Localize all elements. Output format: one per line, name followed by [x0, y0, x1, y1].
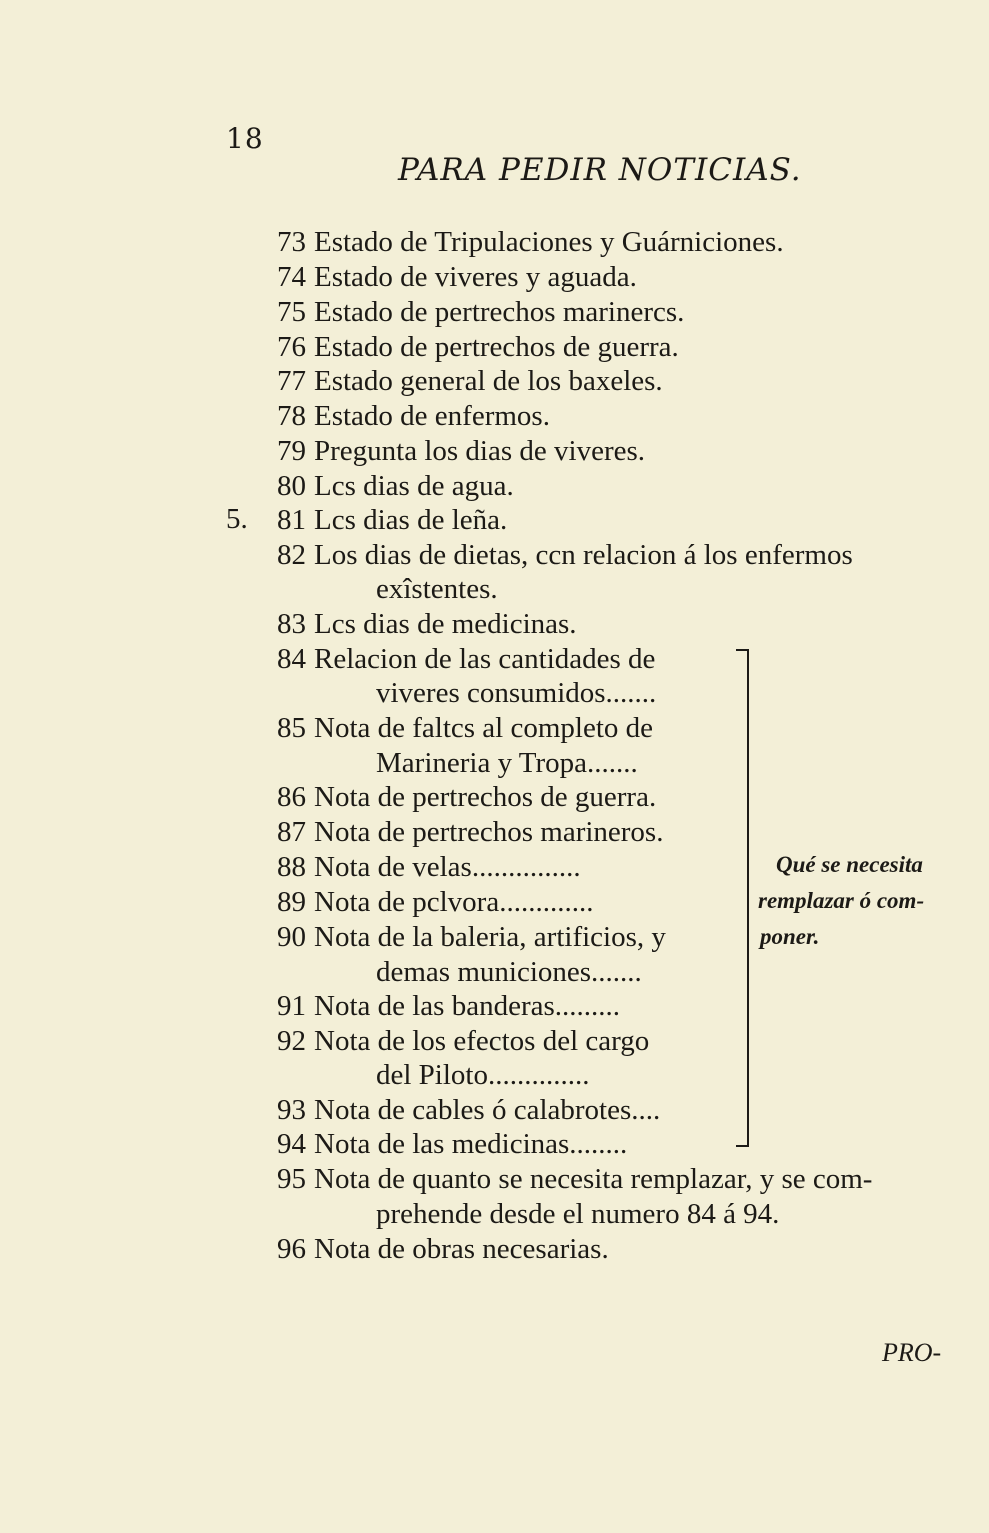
- marginal-mark: 5.: [226, 503, 248, 535]
- entry-text: Nota de velas...............: [314, 851, 581, 883]
- entry-number: 90: [277, 921, 306, 953]
- entry-text: Estado de viveres y aguada.: [314, 261, 637, 293]
- entry-number: 76: [277, 331, 306, 363]
- side-note-line-3: poner.: [760, 924, 820, 949]
- entry-continuation: prehende desde el numero 84 á 94.: [376, 1198, 780, 1230]
- entry-continuation: demas municiones.......: [376, 956, 642, 988]
- entry-text: Nota de pertrechos de guerra.: [314, 781, 657, 813]
- entry-text: Los dias de dietas, ccn relacion á los enfermos: [314, 539, 853, 571]
- entry-number: 79: [277, 435, 306, 467]
- entry-number: 88: [277, 851, 306, 883]
- entry-text: Nota de las medicinas........: [314, 1128, 628, 1160]
- entry-text: Estado de pertrechos marinercs.: [314, 296, 685, 328]
- entry-text: Nota de cables ó calabrotes....: [314, 1094, 661, 1126]
- entry-continuation: Marineria y Tropa.......: [376, 747, 638, 779]
- running-head: PARA PEDIR NOTICIAS.: [398, 152, 802, 188]
- entry-number: 93: [277, 1094, 306, 1126]
- entry-text: Estado general de los baxeles.: [314, 365, 663, 397]
- entry-number: 91: [277, 990, 306, 1022]
- entry-number: 95: [277, 1163, 306, 1195]
- entry-text: Lcs dias de leña.: [314, 504, 508, 536]
- entry-text: Nota de pertrechos marineros.: [314, 816, 664, 848]
- entry-number: 73: [277, 226, 306, 258]
- side-note-line-1: Qué se necesita: [776, 852, 923, 877]
- entry-number: 96: [277, 1233, 306, 1265]
- entry-text: Pregunta los dias de viveres.: [314, 435, 646, 467]
- entry-text: Nota de obras necesarias.: [314, 1233, 609, 1265]
- page-number: 18: [226, 122, 264, 155]
- entry-text: Lcs dias de medicinas.: [314, 608, 577, 640]
- entry-number: 84: [277, 643, 306, 675]
- entry-number: 86: [277, 781, 306, 813]
- entry-number: 77: [277, 365, 306, 397]
- entry-continuation: del Piloto..............: [376, 1059, 590, 1091]
- entry-number: 78: [277, 400, 306, 432]
- entry-text: Nota de faltcs al completo de: [314, 712, 654, 744]
- entry-number: 81: [277, 504, 306, 536]
- entry-text: Estado de Tripulaciones y Guárniciones.: [314, 226, 784, 258]
- brace-bottom: [736, 1145, 749, 1147]
- entry-text: Nota de quanto se necesita remplazar, y se com-: [314, 1163, 873, 1195]
- entry-continuation: viveres consumidos.......: [376, 677, 657, 709]
- entry-number: 85: [277, 712, 306, 744]
- entry-continuation: exîstentes.: [376, 573, 498, 605]
- entry-number: 92: [277, 1025, 306, 1057]
- entry-text: Nota de pclvora.............: [314, 886, 594, 918]
- entry-number: 83: [277, 608, 306, 640]
- entry-number: 89: [277, 886, 306, 918]
- entry-number: 82: [277, 539, 306, 571]
- side-note-line-2: remplazar ó com-: [758, 888, 925, 913]
- brace-line: [747, 649, 749, 1147]
- entry-number: 80: [277, 470, 306, 502]
- entry-number: 94: [277, 1128, 306, 1160]
- entry-number: 74: [277, 261, 306, 293]
- entry-number: 75: [277, 296, 306, 328]
- entry-text: Estado de pertrechos de guerra.: [314, 331, 679, 363]
- entry-number: 87: [277, 816, 306, 848]
- entry-text: Nota de las banderas.........: [314, 990, 621, 1022]
- entry-text: Lcs dias de agua.: [314, 470, 514, 502]
- entry-text: Nota de la baleria, artificios, y: [314, 921, 666, 953]
- brace-top: [736, 649, 749, 651]
- entry-text: Nota de los efectos del cargo: [314, 1025, 650, 1057]
- entry-text: Relacion de las cantidades de: [314, 643, 656, 675]
- catchword: PRO-: [882, 1338, 942, 1367]
- entry-text: Estado de enfermos.: [314, 400, 550, 432]
